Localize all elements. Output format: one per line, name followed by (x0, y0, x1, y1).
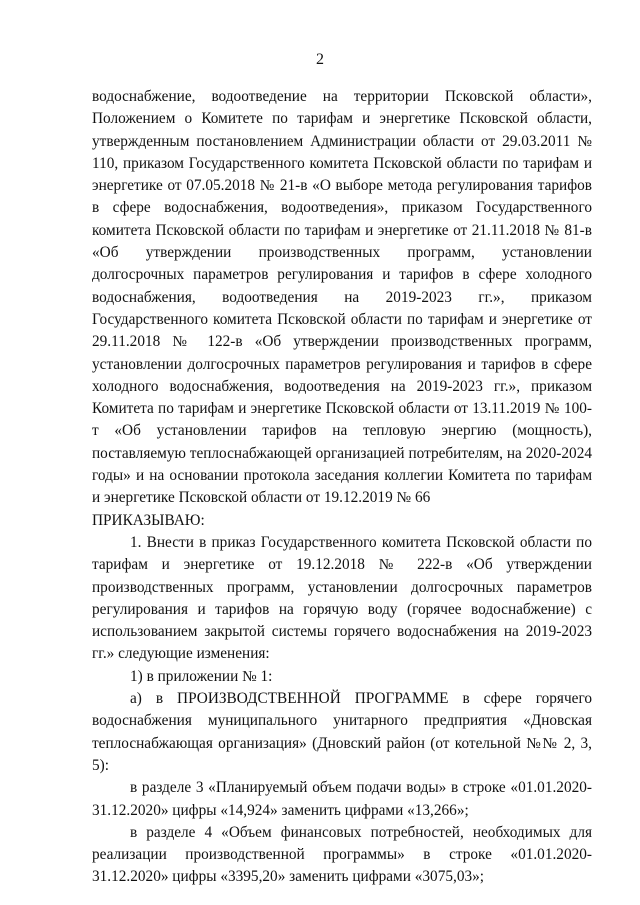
section-4-amendment: в разделе 4 «Объем финансовых потребностей, необходимых для реализации производственной программы» в строке «01.01.2020-31.12.2020» цифры «3395,20» заменить цифрами «3075,03»; (92, 823, 592, 886)
page-number: 2 (316, 51, 324, 68)
subclause-appendix-1: 1) в приложении № 1: (130, 667, 273, 685)
section-3-amendment: в разделе 3 «Планируемый объем подачи воды» в строке «01.01.2020-31.12.2020» цифры «14,924» заменить цифрами «13,266»; (92, 779, 592, 819)
preamble-paragraph: водоснабжение, водоотведение на территории Псковской области», Положением о Комитете по тарифам и энергетике Псковской области, утвержденным постановлением Администрации области от 29.03.2011 № 110, приказом Государственного комитета Псковской области по тарифам и энергетике от 07.05.2018 № 21-в «О выборе метода регулирования тарифов в сфере водоснабжения, водоотведения», приказом Государственного комитета Псковской области по тарифам и энергетике от 21.11.2018 № 81-в «Об утверждении производственных программ, установлении долгосрочных параметров регулирования и тарифов в сфере холодного водоснабжения, водоотведения на 2019-2023 гг.», приказом Государственного комитета Псковской области по тарифам и энергетике от 29.11.2018 № 122-в «Об утверждении производственных программ, установлении долгосрочных параметров регулирования и тарифов в сфере холодного водоснабжения, водоотведения на 2019-2023 гг.», приказом Комитета по тарифам и энергетике Псковской области от 13.11.2019 № 100-т «Об установлении тарифов на тепловую энергию (мощность), поставляемую теплоснабжающей организацией потребителям, на 2020-2024 годы» и на основании протокола заседания коллегии Комитета по тарифам и энергетике Псковской области от 19.12.2019 № 66 (92, 88, 592, 507)
subclause-a-paragraph: а) в ПРОИЗВОДСТВЕННОЙ ПРОГРАММЕ в сфере горячего водоснабжения муниципального унитарного предприятия «Дновская теплоснабжающая организация» (Дновский район (от котельной №№ 2, 3, 5): (92, 690, 592, 774)
document-body (92, 86, 592, 889)
order-heading: ПРИКАЗЫВАЮ: (92, 511, 205, 529)
clause-1-paragraph: 1. Внести в приказ Государственного комитета Псковской области по тарифам и энергетике от 19.12.2018 № 222-в «Об утверждении производственных программ, установлении долгосрочных параметров регулирования и тарифов на горячую воду (горячее водоснабжение) с использованием закрытой системы горячего водоснабжения на 2019-2023 гг.» следующие изменения: (92, 533, 592, 663)
